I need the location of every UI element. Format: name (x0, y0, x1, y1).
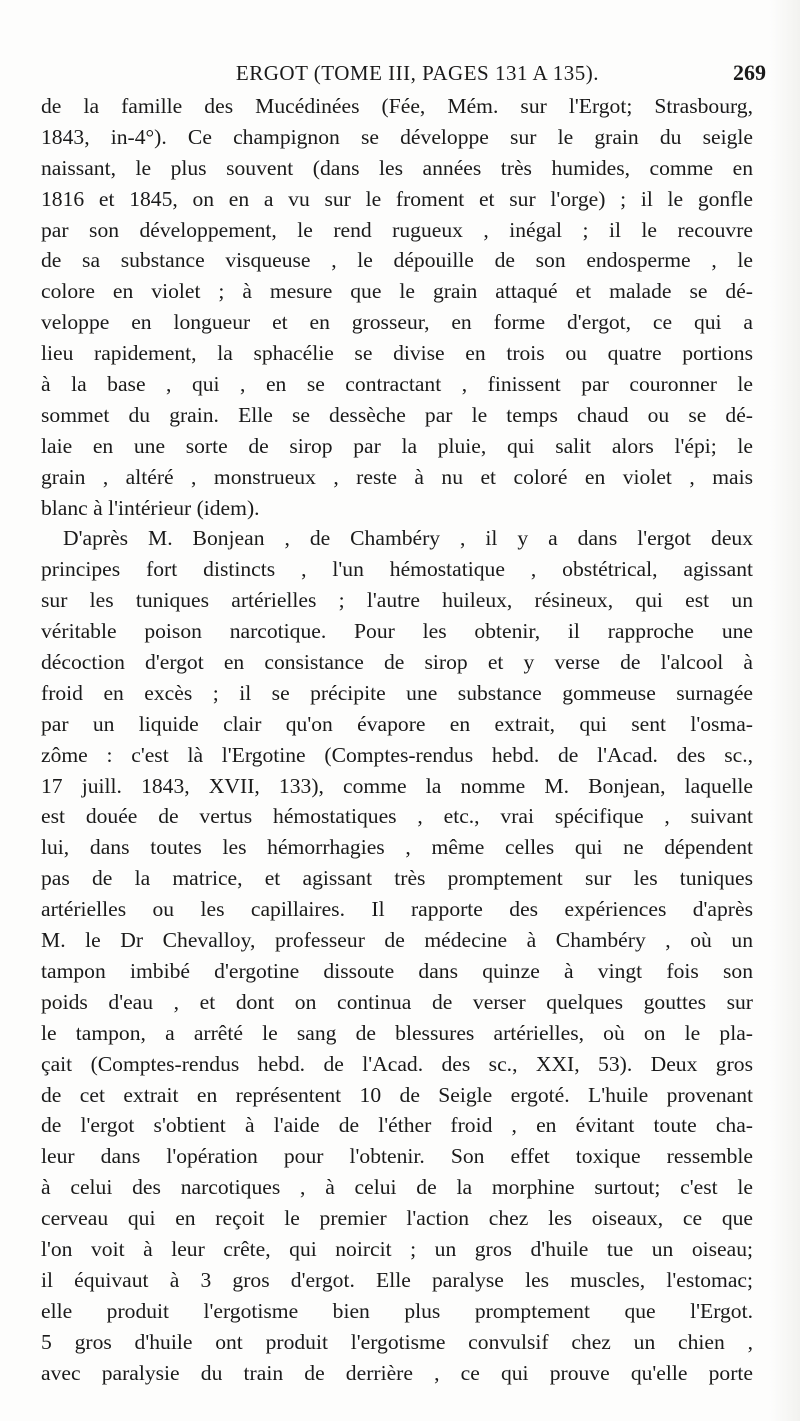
text-line: avec paralysie du train de derrière , ce qui prouve qu'elle porte (41, 1360, 753, 1385)
text-line: çait (Comptes-rendus hebd. de l'Acad. des sc., XXI, 53). Deux gros (41, 1051, 753, 1076)
text-line: véritable poison narcotique. Pour les obtenir, il rapproche une (41, 619, 753, 644)
text-line: tampon imbibé d'ergotine dissoute dans quinze à vingt fois son (41, 958, 753, 983)
text-line: laie en une sorte de sirop par la pluie, qui salit alors l'épi; le (41, 433, 753, 458)
text-line: lieu rapidement, la sphacélie se divise en trois ou quatre portions (41, 341, 753, 366)
text-line: poids d'eau , et dont on continua de verser quelques gouttes sur (41, 989, 753, 1014)
text-line: principes fort distincts , l'un hémostatique , obstétrical, agissant (41, 557, 753, 582)
text-line: cerveau qui en reçoit le premier l'action chez les oiseaux, ce que (41, 1206, 753, 1231)
text-line: artérielles ou les capillaires. Il rapporte des expériences d'après (41, 897, 753, 922)
text-line: à celui des narcotiques , à celui de la morphine surtout; c'est le (41, 1175, 753, 1200)
text-line: sur les tuniques artérielles ; l'autre huileux, résineux, qui est un (41, 588, 753, 613)
text-line: le tampon, a arrêté le sang de blessures artérielles, où on le pla- (41, 1020, 753, 1045)
text-line: naissant, le plus souvent (dans les années très humides, comme en (41, 155, 753, 180)
text-line: il équivaut à 3 gros d'ergot. Elle paralyse les muscles, l'estomac; (41, 1267, 753, 1292)
text-line: lui, dans toutes les hémorrhagies , même celles qui ne dépendent (41, 835, 753, 860)
text-line: de la famille des Mucédinées (Fée, Mém. sur l'Ergot; Strasbourg, (41, 94, 753, 118)
text-line: M. le Dr Chevalloy, professeur de médecine à Chambéry , où un (41, 928, 753, 953)
text-line: D'après M. Bonjean , de Chambéry , il y a dans l'ergot deux (63, 526, 753, 551)
text-line: par un liquide clair qu'on évapore en extrait, qui sent l'osma- (41, 711, 753, 736)
body-text (41, 91, 753, 1388)
text-line: de cet extrait en représentent 10 de Seigle ergoté. L'huile provenant (41, 1082, 753, 1107)
text-line: froid en excès ; il se précipite une substance gommeuse surnagée (41, 680, 753, 705)
text-line: 5 gros d'huile ont produit l'ergotisme convulsif chez un chien , (41, 1329, 753, 1354)
text-line: de l'ergot s'obtient à l'aide de l'éther froid , en évitant toute cha- (41, 1113, 753, 1138)
text-line: 17 juill. 1843, XVII, 133), comme la nomme M. Bonjean, laquelle (41, 773, 753, 798)
text-line: 1843, in-4°). Ce champignon se développe sur le grain du seigle (41, 124, 753, 149)
text-line: pas de la matrice, et agissant très promptement sur les tuniques (41, 866, 753, 891)
page-edge-shadow (770, 0, 800, 1421)
text-line: sommet du grain. Elle se dessèche par le temps chaud ou se dé- (41, 402, 753, 427)
text-line: 1816 et 1845, on en a vu sur le froment et sur l'orge) ; il le gonfle (41, 186, 753, 211)
text-line: par son développement, le rend rugueux , inégal ; il le recouvre (41, 217, 753, 242)
text-line: zôme : c'est là l'Ergotine (Comptes-rendus hebd. de l'Acad. des sc., (41, 742, 753, 767)
text-line: décoction d'ergot en consistance de sirop et y verse de l'alcool à (41, 650, 753, 675)
text-line: l'on voit à leur crête, qui noircit ; un gros d'huile tue un oiseau; (41, 1236, 753, 1261)
running-title: ERGOT (TOME III, PAGES 131 A 135). (235, 60, 600, 85)
text-line: colore en violet ; à mesure que le grain attaqué et malade se dé- (41, 279, 753, 304)
page-header (42, 56, 766, 90)
text-line: grain , altéré , monstrueux , reste à nu et coloré en violet , mais (41, 464, 753, 489)
page-number: 269 (733, 60, 766, 85)
text-line: à la base , qui , en se contractant , finissent par couronner le (41, 372, 753, 397)
text-line: elle produit l'ergotisme bien plus promptement que l'Ergot. (41, 1298, 753, 1323)
text-line: de sa substance visqueuse , le dépouille de son endosperme , le (41, 248, 753, 273)
text-line: leur dans l'opération pour l'obtenir. Son effet toxique ressemble (41, 1144, 753, 1169)
text-line: veloppe en longueur et en grosseur, en forme d'ergot, ce qui a (41, 310, 753, 335)
text-line: blanc à l'intérieur (idem). (41, 495, 260, 520)
text-line: est douée de vertus hémostatiques , etc., vrai spécifique , suivant (41, 804, 753, 829)
